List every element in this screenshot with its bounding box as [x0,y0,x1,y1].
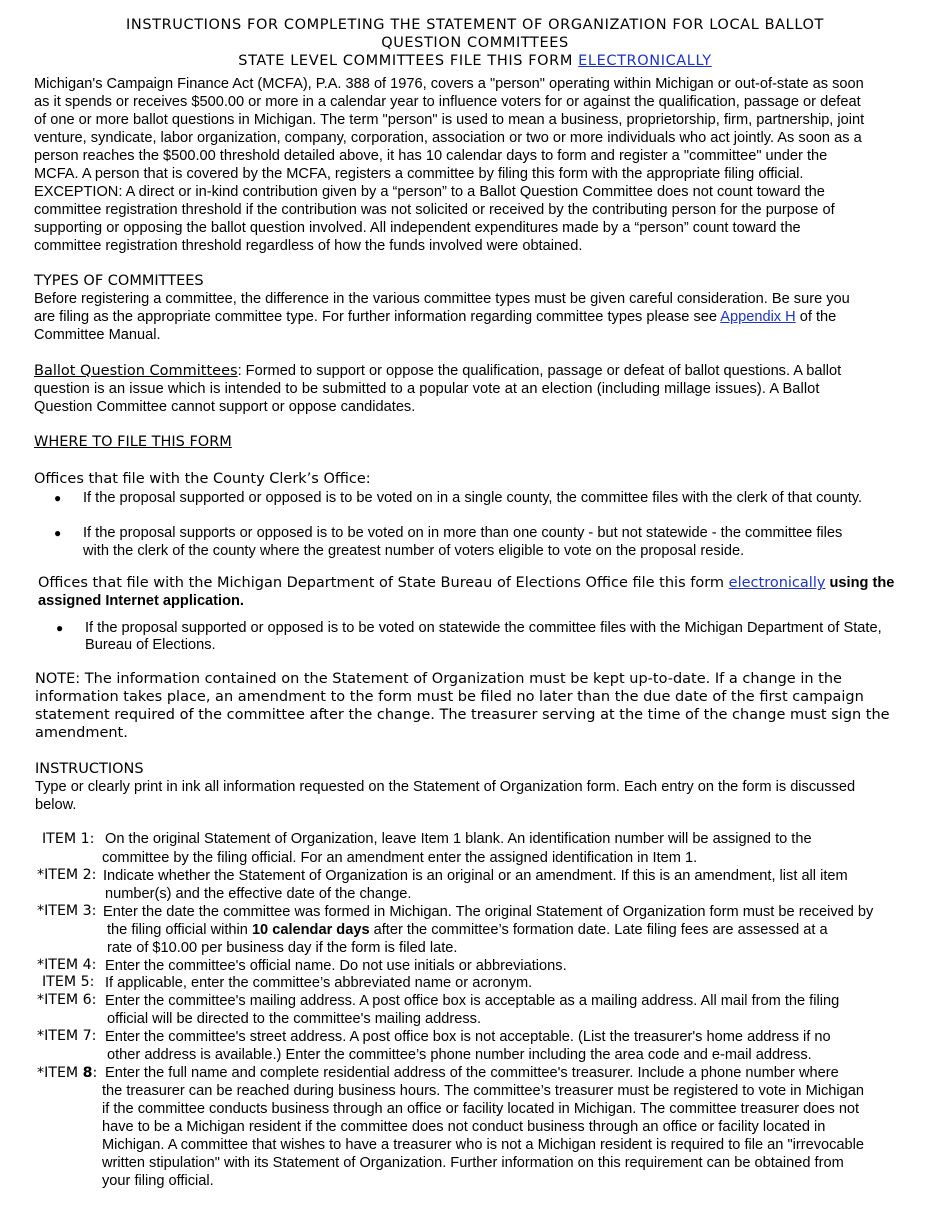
note-line: information takes place, an amendment to the form must be filed no later than the due date of the first campaign [35,689,864,705]
doc-title-line3 [0,52,950,70]
item8-label-text: *ITEM [37,1065,83,1081]
instructions-line1: Type or clearly print in ink all information requested on the Statement of Organization form. Each entry on the form is discussed [35,779,856,795]
item2-line2: number(s) and the effective date of the change. [105,886,412,902]
types-line1: Before registering a committee, the difference in the various committee types must be given careful consideration. Be sure you [34,291,850,307]
exception-line: EXCEPTION: A direct or in-kind contribution given by a “person” to a Ballot Question Committee does not count toward the [34,184,825,200]
intro-line: venture, syndicate, labor organization, company, corporation, association or two or more individuals who act jointly. As soon as a [34,130,862,146]
types-heading: TYPES OF COMMITTEES [34,273,204,289]
note-line: amendment. [35,725,128,741]
item3-line2-post: after the committee’s formation date. Late filing fees are assessed at a [369,922,828,938]
state-heading-text: Offices that file with the Michigan Department of State Bureau of Elections Office file this form [38,575,729,591]
item3-line2 [107,922,828,940]
item5-line1: If applicable, enter the committee’s abbreviated name or acronym. [105,975,533,991]
county-bullet1: If the proposal supported or opposed is to be voted on in a single county, the committee files with the clerk of that county. [83,490,863,506]
item2-line1: Indicate whether the Statement of Organization is an original or an amendment. If this is an amendment, list all item [103,868,848,884]
item8-line: the treasurer can be reached during business hours. The committee’s treasurer must be registered to vote in Michigan [102,1083,864,1099]
intro-line: MCFA. A person that is covered by the MCFA, registers a committee by filing this form with the appropriate filing official. [34,166,804,182]
item1-label: ITEM 1: [42,831,95,847]
county-bullet2-line2: with the clerk of the county where the greatest number of voters eligible to vote on the proposal reside. [83,543,745,559]
item7-line2: other address is available.) Enter the committee’s phone number including the area code and e-mail address. [107,1047,812,1063]
item3-line3: rate of $10.00 per business day if the form is filed late. [107,940,458,956]
item1-line2: committee by the filing official. For an amendment enter the assigned identification in Item 1. [102,850,698,866]
item8-line: written stipulation" with its Statement of Organization. Further information on this requirement can be obtained from [102,1155,844,1171]
note-line: NOTE: The information contained on the Statement of Organization must be kept up-to-date. If a change in the [35,671,842,687]
exception-line: supporting or opposing the ballot question involved. All independent expenditures made by a “person” count toward the [34,220,801,236]
ballot-line1-text: : Formed to support or oppose the qualification, passage or defeat of ballot questions. A ballot [237,363,842,379]
instructions-line2: below. [35,797,77,813]
intro-line: Michigan's Campaign Finance Act (MCFA), P.A. 388 of 1976, covers a "person" operating within Michigan or out-of-state as soon [34,76,864,92]
types-line2 [34,309,836,327]
item3-deadline: 10 calendar days [251,922,370,938]
bullet-dot: ● [54,491,62,505]
state-heading-bold: using the [825,575,895,591]
county-heading: Offices that file with the County Clerk’s Office: [34,471,371,487]
item1-line1: On the original Statement of Organization, leave Item 1 blank. An identification number will be assigned to the [105,831,812,847]
item3-label: *ITEM 3: [37,903,97,919]
item6-label: *ITEM 6: [37,992,97,1008]
item3-line1: Enter the date the committee was formed in Michigan. The original Statement of Organization form must be received by [103,904,874,920]
exception-line: committee registration threshold if the contribution was not solicited or received by the contributing person for the purpose of [34,202,835,218]
types-line2-text: are filing as the appropriate committee type. For further information regarding committee types please see [34,309,721,325]
intro-line: of one or more ballot questions in Michigan. The term "person" is used to mean a business, proprietorship, firm, partnership, joint [34,112,865,128]
electronically-link[interactable]: ELECTRONICALLY [578,53,712,69]
item4-label: *ITEM 4: [37,957,97,973]
item5-label: ITEM 5: [42,974,95,990]
appendix-h-link[interactable]: Appendix H [720,309,796,325]
item7-label: *ITEM 7: [37,1028,97,1044]
ballot-term: Ballot Question Committees [34,363,238,379]
item6-line1: Enter the committee's mailing address. A post office box is acceptable as a mailing address. All mail from the filing [105,993,840,1009]
item8-line: have to be a Michigan resident if the committee does not conduct business through an office or facility located in [102,1119,826,1135]
doc-title-line1: INSTRUCTIONS FOR COMPLETING THE STATEMENT OF ORGANIZATION FOR LOCAL BALLOT [126,17,824,33]
intro-line: person reaches the $500.00 threshold detailed above, it has 10 calendar days to form and register a "committee" under the [34,148,828,164]
where-heading: WHERE TO FILE THIS FORM [34,434,232,450]
item8-line: your filing official. [102,1173,214,1189]
state-heading [38,574,894,592]
item8-label [37,1065,97,1083]
item8-number: 8 [82,1065,93,1081]
state-bullet-line1: If the proposal supported or opposed is to be voted on statewide the committee files with the Michigan Department of State, [85,620,882,636]
bullet-dot: ● [54,526,62,540]
item2-label: *ITEM 2: [37,867,97,883]
electronically-link-2[interactable]: electronically [728,575,826,591]
intro-line: as it spends or receives $500.00 or more in a calendar year to influence voters for or against the qualification, passage or defeat [34,94,861,110]
county-bullet2-line1: If the proposal supports or opposed is to be voted on in more than one county - but not statewide - the committee files [83,525,843,541]
ballot-line3: Question Committee cannot support or oppose candidates. [34,399,416,415]
ballot-line1 [34,363,916,381]
item3-line2-text: the filing official within [107,922,252,938]
item8-line: if the committee conducts business through an office or facility located in Michigan. The committee treasurer does not [102,1101,860,1117]
note-line: statement required of the committee after the change. The treasurer serving at the time of the change must sign the [35,707,890,723]
bullet-dot: ● [56,621,64,635]
ballot-line2: question is an issue which is intended to be submitted to a popular vote at an election (including millage issues). A Ballot [34,381,820,397]
item6-line2: official will be directed to the committee's mailing address. [107,1011,482,1027]
state-bullet-line2: Bureau of Elections. [85,637,216,653]
state-heading-bold-line2: assigned Internet application. [38,593,244,609]
exception-line: committee registration threshold regardless of how the funds involved were obtained. [34,238,583,254]
item4-line1: Enter the committee's official name. Do not use initials or abbreviations. [105,958,567,974]
doc-title-line2: QUESTION COMMITTEES [381,35,569,51]
item8-label-colon: : [92,1065,98,1081]
item8-line: Enter the full name and complete residential address of the committee's treasurer. Include a phone number where [105,1065,839,1081]
item8-line: Michigan. A committee that wishes to have a treasurer who is not a Michigan resident is required to file an "irrevocable [102,1137,865,1153]
doc-title-line3-text: STATE LEVEL COMMITTEES FILE THIS FORM [238,53,573,69]
types-line3: Committee Manual. [34,327,161,343]
item7-line1: Enter the committee's street address. A post office box is not acceptable. (List the treasurer's home address if no [105,1029,831,1045]
types-line2-post: of the [795,309,837,325]
instructions-heading: INSTRUCTIONS [35,761,144,777]
